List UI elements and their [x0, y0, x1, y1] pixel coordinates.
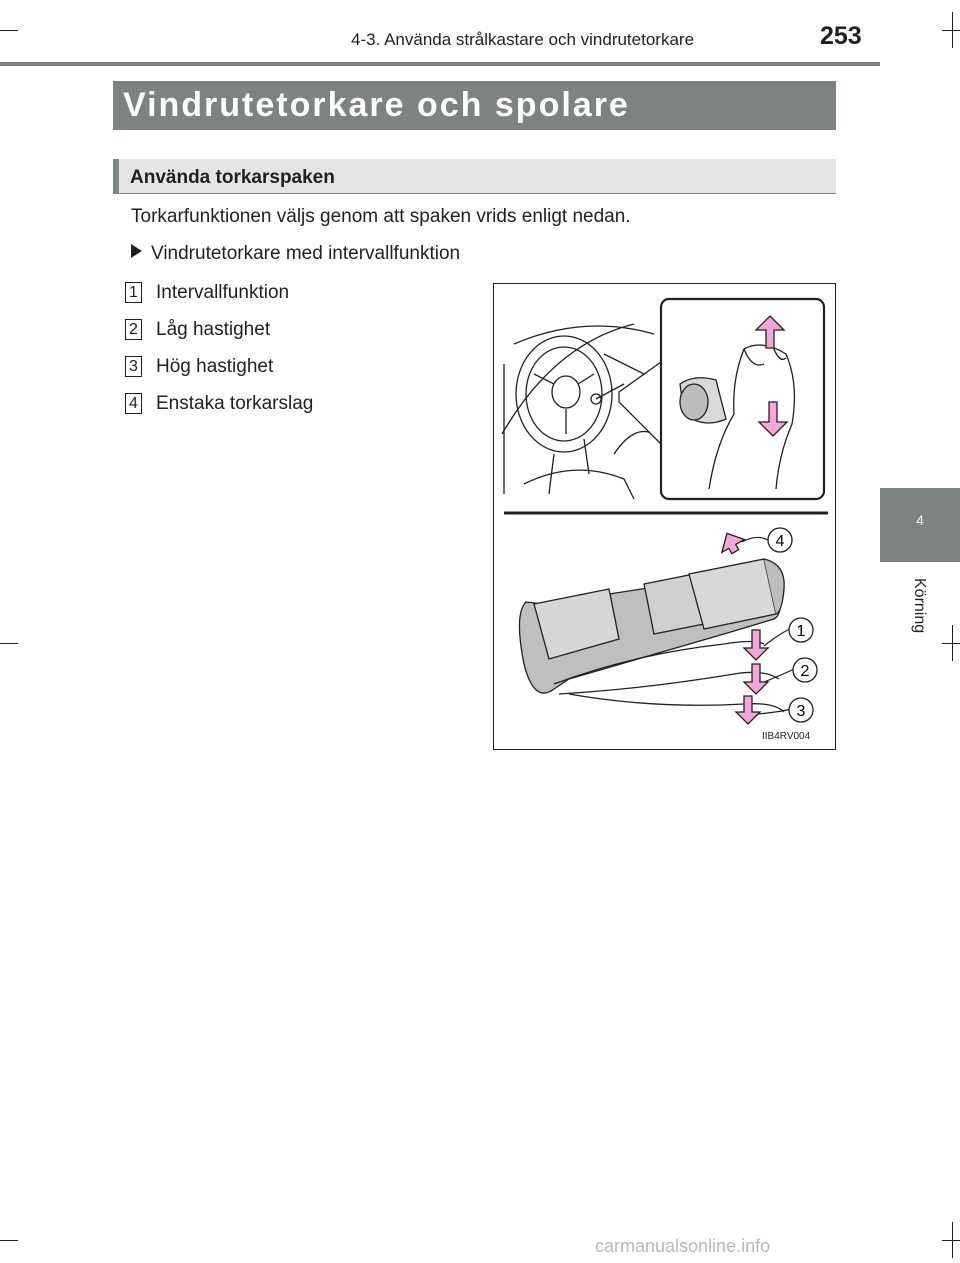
crop-mark — [952, 12, 953, 48]
chapter-number: 4 — [916, 512, 924, 528]
arrow-single-wipe-icon — [715, 527, 748, 557]
crop-mark — [0, 643, 18, 644]
crop-mark — [942, 30, 960, 31]
list-item — [125, 393, 313, 415]
callout-3: 3 — [796, 703, 806, 720]
watermark: carmanualsonline.info — [595, 1236, 771, 1256]
item-label: Intervallfunktion — [156, 282, 290, 303]
item-number: 2 — [125, 319, 142, 340]
item-number: 3 — [125, 356, 142, 377]
callout-4: 4 — [775, 533, 785, 550]
list-item — [125, 356, 273, 378]
running-header: 4-3. Använda strålkastare och vindrutetorkare — [351, 30, 695, 49]
figure-code: IIB4RV004 — [762, 731, 811, 742]
wiper-lever-figure — [493, 283, 836, 750]
crop-mark — [0, 30, 18, 31]
crop-mark — [952, 625, 953, 661]
item-number: 4 — [125, 393, 142, 414]
crop-mark — [952, 1222, 953, 1258]
bullet-text: Vindrutetorkare med intervallfunktion — [151, 243, 461, 264]
intro-text: Torkarfunktionen väljs genom att spaken vrids enligt nedan. — [131, 206, 631, 227]
item-label: Låg hastighet — [156, 319, 271, 340]
section-title-bar — [113, 81, 836, 130]
wiper-lever-illustration — [494, 284, 834, 748]
arrow-high-speed-icon — [736, 696, 760, 724]
callout-2: 2 — [800, 663, 810, 680]
crop-mark — [942, 1240, 960, 1241]
arrow-low-speed-icon — [744, 664, 768, 694]
crop-mark — [942, 643, 960, 644]
list-item — [125, 319, 270, 341]
subsection-title: Använda torkarspaken — [130, 167, 335, 188]
item-number: 1 — [125, 282, 142, 303]
header-rule — [0, 62, 880, 66]
bullet-item — [131, 243, 460, 265]
item-label: Hög hastighet — [156, 356, 274, 377]
crop-mark — [0, 1240, 18, 1241]
page-number: 253 — [820, 22, 862, 50]
subsection-accent — [113, 159, 119, 194]
item-label: Enstaka torkarslag — [156, 393, 314, 414]
chapter-label: Körning — [911, 578, 928, 634]
callout-1: 1 — [796, 623, 806, 640]
wiper-lever-drawing — [519, 559, 784, 712]
section-title: Vindrutetorkare och spolare — [123, 86, 630, 124]
list-item — [125, 282, 289, 304]
subsection-bar — [113, 159, 836, 194]
triangle-bullet-icon — [131, 244, 142, 258]
